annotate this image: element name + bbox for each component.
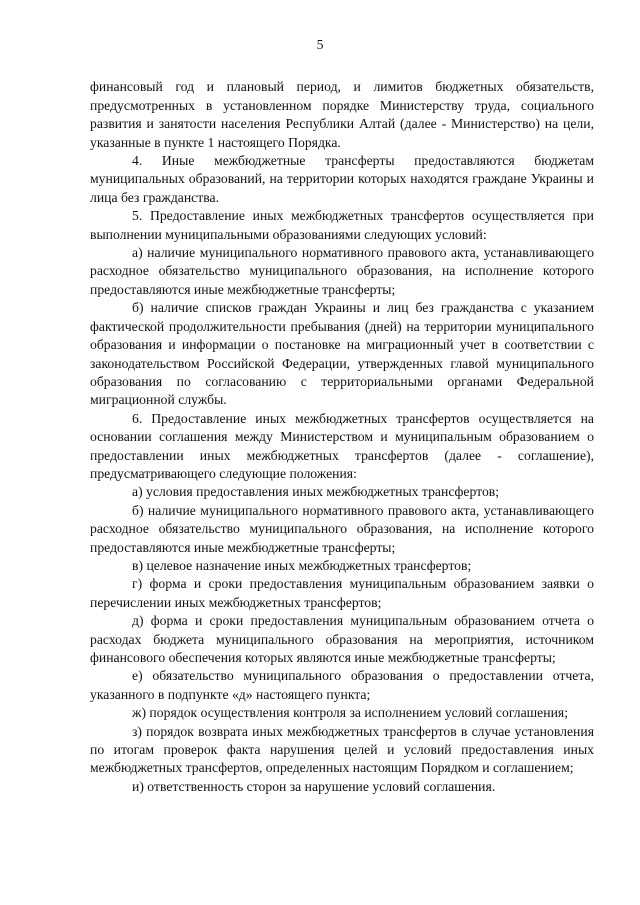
paragraph-item-5a: а) наличие муниципального нормативного правового акта, устанавливающего расходное обязательство муниципального образования, на исполнение которого предоставляются иные межбюджетные трансферты; — [90, 245, 594, 297]
paragraph-item-6zh: ж) порядок осуществления контроля за исполнением условий соглашения; — [132, 705, 569, 721]
paragraph-item-6d: д) форма и сроки предоставления муниципальным образованием отчета о расходах бюджета муниципального образования на мероприятия, источником финансового обеспечения которых являются иные межбюджетные трансферты; — [90, 613, 594, 665]
paragraph-item-6i: и) ответственность сторон за нарушение условий соглашения. — [132, 778, 496, 794]
paragraph-item-5b: б) наличие списков граждан Украины и лиц без гражданства с указанием фактической продолжительности пребывания (дней) на территории муниципального образования и информации о постановке на миграционный учет в соответствии с законодательством Российской Федерации, утвержденных главой муниципального образования по согласованию с территориальными органами Федеральной миграционной службы. — [90, 300, 594, 408]
paragraph-item-5: 5. Предоставление иных межбюджетных трансфертов осуществляется при выполнении муниципальными образованиями следующих условий: — [90, 208, 594, 242]
paragraph-item-6z: з) порядок возврата иных межбюджетных трансфертов в случае установления по итогам проверок факта нарушения целей и условий предоставления иных межбюджетных трансфертов, определенных настоящим Порядком и соглашением; — [90, 723, 594, 776]
paragraph-item-6v: в) целевое назначение иных межбюджетных трансфертов; — [132, 557, 472, 573]
paragraph-item-6e: е) обязательство муниципального образования о предоставлении отчета, указанного в подпункте «д» настоящего пункта; — [90, 668, 594, 702]
page-number: 5 — [316, 37, 324, 52]
paragraph-item-6a: а) условия предоставления иных межбюджетных трансфертов; — [132, 484, 500, 500]
paragraph-item-6g: г) форма и сроки предоставления муниципальным образованием заявки о перечислении иных межбюджетных трансфертов; — [90, 576, 594, 610]
paragraph-item-6b: б) наличие муниципального нормативного правового акта, устанавливающего расходное обязательство муниципального образования, на исполнение которого предоставляются иные межбюджетные трансферты; — [90, 502, 594, 555]
paragraph-item-6: 6. Предоставление иных межбюджетных трансфертов осуществляется на основании соглашения между Министерством и муниципальным образованием о предоставлении иных межбюджетных трансфертов (далее - соглашение), предусматривающего следующие положения: — [90, 410, 594, 481]
paragraph-item-4: 4. Иные межбюджетные трансферты предоставляются бюджетам муниципальных образований, на территории которых находятся граждане Украины и лица без гражданства. — [90, 153, 594, 205]
paragraph-continuation: финансовый год и плановый период, и лимитов бюджетных обязательств, предусмотренных в установленном порядке Министерству труда, социального развития и занятости населения Республики Алтай (далее - Министерство) на цели, указанные в пункте 1 настоящего Порядка. — [90, 79, 594, 150]
